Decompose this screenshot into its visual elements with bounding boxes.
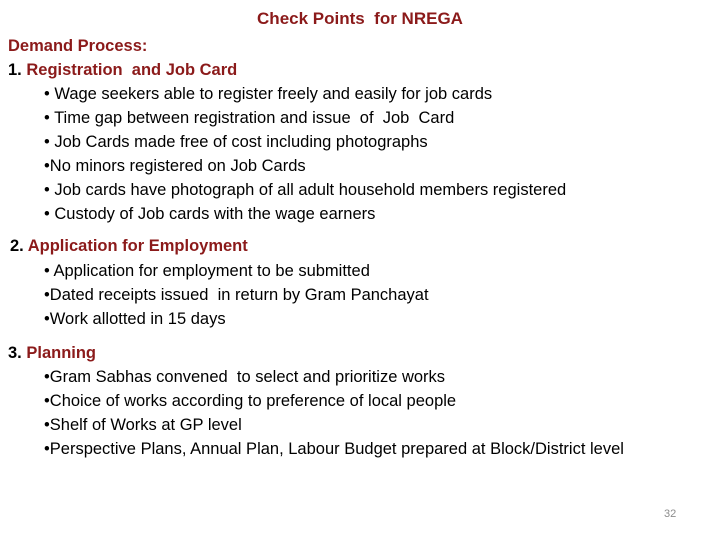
demand-process-heading: Demand Process: [8,37,148,55]
slide-title: Check Points for NREGA [257,9,463,28]
section-1-bullet-1: • Wage seekers able to register freely and easily for job cards [44,85,493,103]
section-3-title: Planning [21,344,97,362]
section-1-number: 1. [8,61,22,79]
section-2-bullet-3: •Work allotted in 15 days [44,310,226,328]
section-1-bullet-5: • Job cards have photograph of all adult household members registered [44,181,567,199]
section-2-heading [10,236,248,256]
section-2-number: 2. [10,237,24,255]
section-2-bullet-2: •Dated receipts issued in return by Gram Panchayat [44,286,429,304]
section-3-number: 3. [8,344,22,362]
section-3-heading [8,343,96,363]
section-1-bullet-6: • Custody of Job cards with the wage earners [44,205,376,223]
section-3-bullet-3: •Shelf of Works at GP level [44,416,242,434]
section-2-title: Application for Employment [23,237,248,255]
section-3-bullet-2: •Choice of works according to preference of local people [44,392,457,410]
page-number: 32 [664,508,677,520]
section-1-bullet-4: •No minors registered on Job Cards [44,157,306,175]
section-3-bullet-1: •Gram Sabhas convened to select and prioritize works [44,368,446,386]
section-1-title: Registration and Job Card [21,61,238,79]
section-1-bullet-2: • Time gap between registration and issue of Job Card [44,109,455,127]
section-3-bullet-4: •Perspective Plans, Annual Plan, Labour Budget prepared at Block/District level [44,440,624,458]
section-1-heading [8,60,237,80]
section-2-bullet-1: • Application for employment to be submitted [44,262,370,280]
section-1-bullet-3: • Job Cards made free of cost including photographs [44,133,428,151]
